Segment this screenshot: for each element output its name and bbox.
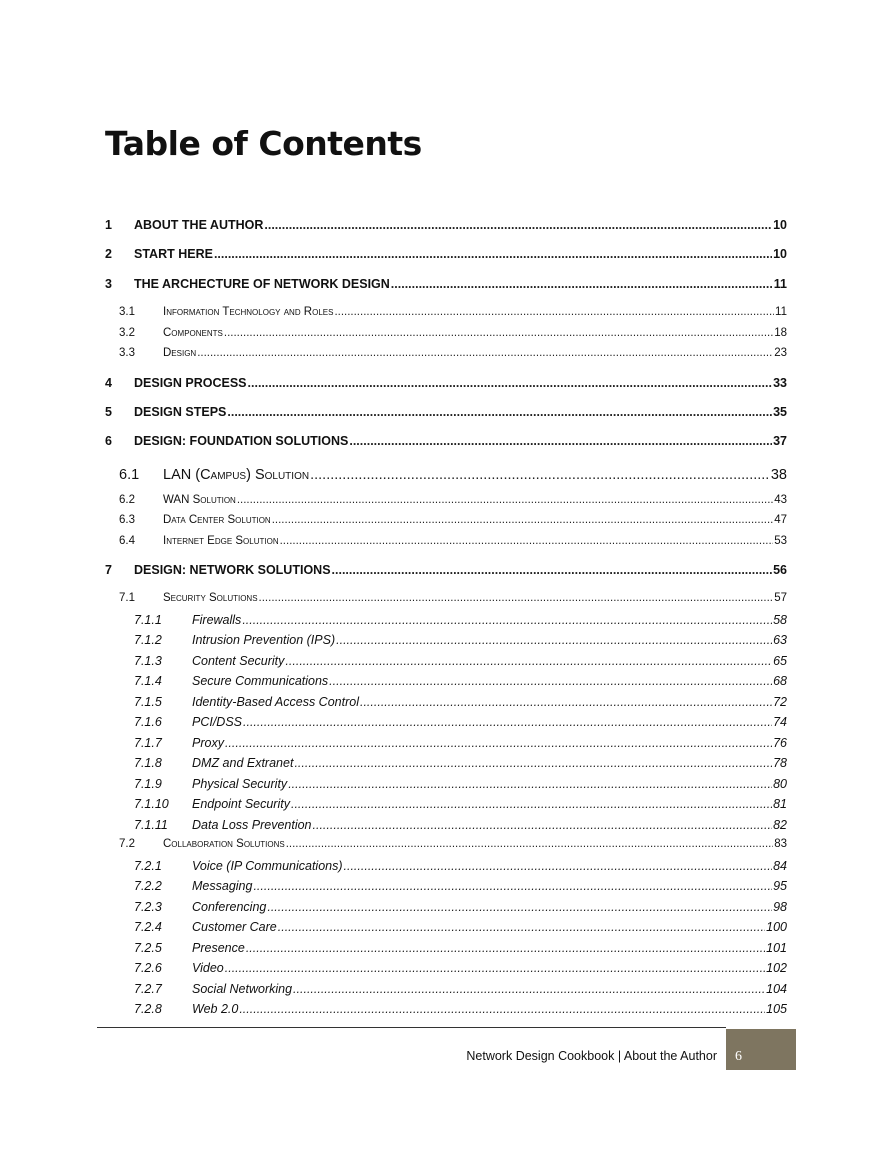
toc-entry-number: 7.1.5 xyxy=(134,695,162,709)
toc-entry-7-1-5[interactable] xyxy=(105,695,787,709)
toc-entry-title: WAN Solution xyxy=(163,494,236,506)
toc-entry-number: 7.2.7 xyxy=(134,982,162,996)
toc-dot-leader xyxy=(310,467,770,483)
toc-entry-title: Security Solutions xyxy=(163,592,258,604)
toc-entry-number: 7.2.5 xyxy=(134,941,162,955)
page-title: Table of Contents xyxy=(105,124,422,163)
toc-entry-title: Data Center Solution xyxy=(163,514,271,526)
toc-entry-7-1[interactable] xyxy=(105,592,787,604)
toc-entry-7-1-6[interactable] xyxy=(105,715,787,729)
toc-entry-title: Web 2.0 xyxy=(192,1002,239,1016)
toc-entry-title: Messaging xyxy=(192,879,253,893)
toc-entry-page: 72 xyxy=(773,695,787,709)
toc-entry-7[interactable] xyxy=(105,563,787,577)
toc-entry-title: PCI/DSS xyxy=(192,715,243,729)
toc-entry-number: 3.3 xyxy=(119,347,135,359)
toc-dot-leader xyxy=(242,613,772,627)
toc-entry-title: Secure Communications xyxy=(192,674,329,688)
toc-entry-page: 63 xyxy=(773,633,787,647)
toc-entry-number: 7 xyxy=(105,563,112,577)
toc-entry-number: 3 xyxy=(105,277,112,291)
toc-dot-leader xyxy=(294,756,772,770)
toc-dot-leader xyxy=(344,859,773,873)
toc-entry-page: 43 xyxy=(774,494,787,506)
toc-entry-number: 7.2.2 xyxy=(134,879,162,893)
toc-entry-number: 7.1.6 xyxy=(134,715,162,729)
toc-dot-leader xyxy=(224,327,773,339)
toc-entry-number: 7.1.8 xyxy=(134,756,162,770)
toc-entry-page: 101 xyxy=(766,941,787,955)
toc-entry-page: 57 xyxy=(774,592,787,604)
toc-entry-title: Proxy xyxy=(192,736,224,750)
toc-entry-6-3[interactable] xyxy=(105,514,787,526)
toc-entry-number: 7.1.2 xyxy=(134,633,162,647)
toc-entry-page: 104 xyxy=(766,982,787,996)
toc-entry-number: 6.1 xyxy=(119,467,140,483)
toc-entry-page: 35 xyxy=(773,405,787,419)
toc-entry-title: DESIGN PROCESS xyxy=(134,376,247,390)
toc-dot-leader xyxy=(246,941,765,955)
toc-entry-number: 7.1.10 xyxy=(134,797,169,811)
toc-entry-page: 78 xyxy=(773,756,787,770)
page-number: 6 xyxy=(735,1049,742,1064)
toc-entry-number: 2 xyxy=(105,247,112,261)
toc-entry-page: 82 xyxy=(773,818,787,832)
toc-entry-page: 37 xyxy=(773,434,787,448)
toc-entry-title: DESIGN STEPS xyxy=(134,405,227,419)
toc-dot-leader xyxy=(332,563,773,577)
toc-entry-7-1-2[interactable] xyxy=(105,633,787,647)
toc-dot-leader xyxy=(285,654,772,668)
toc-entry-7-2-1[interactable] xyxy=(105,859,787,873)
toc-dot-leader xyxy=(267,900,772,914)
toc-dot-leader xyxy=(313,818,773,832)
toc-entry-page: 98 xyxy=(773,900,787,914)
toc-entry-7-1-11[interactable] xyxy=(105,818,787,832)
toc-dot-leader xyxy=(391,277,773,291)
toc-entry-7-1-10[interactable] xyxy=(105,797,787,811)
page-number-box xyxy=(726,1029,796,1070)
toc-entry-title: Endpoint Security xyxy=(192,797,290,811)
toc-entry-title: ABOUT THE AUTHOR xyxy=(134,218,264,232)
toc-entry-title: Internet Edge Solution xyxy=(163,535,279,547)
toc-entry-number: 7.1.4 xyxy=(134,674,162,688)
toc-dot-leader xyxy=(248,376,773,390)
toc-entry-3-2[interactable] xyxy=(105,327,787,339)
toc-entry-7-1-3[interactable] xyxy=(105,654,787,668)
toc-entry-page: 81 xyxy=(773,797,787,811)
toc-entry-page: 10 xyxy=(773,218,787,232)
toc-entry-title: Conferencing xyxy=(192,900,267,914)
toc-dot-leader xyxy=(286,838,773,850)
toc-dot-leader xyxy=(197,347,773,359)
toc-dot-leader xyxy=(253,879,772,893)
toc-entry-page: 102 xyxy=(766,961,787,975)
toc-entry-page: 11 xyxy=(773,277,787,291)
toc-entry-page: 47 xyxy=(774,514,787,526)
footer-divider xyxy=(97,1027,726,1028)
toc-entry-title: Firewalls xyxy=(192,613,242,627)
toc-entry-7-2-8[interactable] xyxy=(105,1002,787,1016)
toc-entry-page: 74 xyxy=(773,715,787,729)
toc-entry-page: 83 xyxy=(774,838,787,850)
toc-entry-3-3[interactable] xyxy=(105,347,787,359)
toc-entry-number: 7.1.1 xyxy=(134,613,162,627)
toc-entry-title: Presence xyxy=(192,941,245,955)
toc-entry-title: Physical Security xyxy=(192,777,288,791)
toc-entry-number: 7.2.3 xyxy=(134,900,162,914)
toc-dot-leader xyxy=(293,982,765,996)
toc-entry-page: 56 xyxy=(773,563,787,577)
toc-entry-page: 18 xyxy=(774,327,787,339)
toc-entry-page: 68 xyxy=(773,674,787,688)
toc-entry-title: Voice (IP Communications) xyxy=(192,859,343,873)
toc-entry-7-1-1[interactable] xyxy=(105,613,787,627)
toc-entry-page: 33 xyxy=(773,376,787,390)
toc-dot-leader xyxy=(259,592,774,604)
toc-dot-leader xyxy=(227,405,772,419)
toc-entry-number: 7.1.11 xyxy=(134,818,168,832)
toc-entry-number: 3.2 xyxy=(119,327,135,339)
toc-entry-number: 6 xyxy=(105,434,112,448)
toc-entry-number: 5 xyxy=(105,405,112,419)
toc-entry-title: DESIGN: FOUNDATION SOLUTIONS xyxy=(134,434,349,448)
toc-entry-number: 7.2.4 xyxy=(134,920,162,934)
toc-entry-7-2-5[interactable] xyxy=(105,941,787,955)
toc-entry-number: 1 xyxy=(105,218,112,232)
toc-entry-page: 58 xyxy=(773,613,787,627)
toc-dot-leader xyxy=(237,494,773,506)
toc-entry-7-1-8[interactable] xyxy=(105,756,787,770)
toc-entry-number: 3.1 xyxy=(119,306,135,318)
toc-entry-title: Social Networking xyxy=(192,982,293,996)
toc-entry-number: 7.1.7 xyxy=(134,736,162,750)
toc-dot-leader xyxy=(360,695,772,709)
toc-entry-title: DESIGN: NETWORK SOLUTIONS xyxy=(134,563,331,577)
toc-dot-leader xyxy=(264,218,772,232)
toc-entry-3-1[interactable] xyxy=(105,306,787,318)
toc-entry-7-1-7[interactable] xyxy=(105,736,787,750)
toc-dot-leader xyxy=(334,306,774,318)
toc-entry-1[interactable] xyxy=(105,218,787,232)
toc-entry-number: 7.2.8 xyxy=(134,1002,162,1016)
toc-entry-5[interactable] xyxy=(105,405,787,419)
toc-entry-title: START HERE xyxy=(134,247,213,261)
toc-entry-page: 100 xyxy=(766,920,787,934)
toc-entry-title: Design xyxy=(163,347,197,359)
toc-dot-leader xyxy=(329,674,772,688)
toc-entry-4[interactable] xyxy=(105,376,787,390)
toc-entry-page: 38 xyxy=(770,467,787,483)
toc-entry-title: LAN (Campus) Solution xyxy=(163,467,310,483)
toc-entry-2[interactable] xyxy=(105,247,787,261)
toc-entry-page: 10 xyxy=(773,247,787,261)
toc-entry-title: Content Security xyxy=(192,654,285,668)
toc-entry-title: Customer Care xyxy=(192,920,277,934)
toc-entry-title: Intrusion Prevention (IPS) xyxy=(192,633,336,647)
toc-entry-page: 23 xyxy=(774,347,787,359)
toc-entry-page: 80 xyxy=(773,777,787,791)
toc-entry-page: 105 xyxy=(766,1002,787,1016)
toc-entry-6-4[interactable] xyxy=(105,535,787,547)
toc-dot-leader xyxy=(272,514,773,526)
toc-entry-page: 11 xyxy=(775,306,787,318)
toc-entry-number: 4 xyxy=(105,376,112,390)
toc-entry-number: 7.2 xyxy=(119,838,135,850)
toc-entry-7-2[interactable] xyxy=(105,838,787,850)
toc-dot-leader xyxy=(225,736,772,750)
toc-entry-number: 6.2 xyxy=(119,494,135,506)
toc-dot-leader xyxy=(349,434,772,448)
toc-entry-3[interactable] xyxy=(105,277,787,291)
toc-entry-title: Components xyxy=(163,327,223,339)
toc-entry-page: 76 xyxy=(773,736,787,750)
toc-entry-7-2-6[interactable] xyxy=(105,961,787,975)
toc-entry-7-2-4[interactable] xyxy=(105,920,787,934)
toc-entry-number: 7.1 xyxy=(119,592,135,604)
toc-entry-6[interactable] xyxy=(105,434,787,448)
footer-running-title: Network Design Cookbook | About the Author xyxy=(466,1049,717,1063)
toc-dot-leader xyxy=(214,247,772,261)
toc-entry-title: THE ARCHECTURE OF NETWORK DESIGN xyxy=(134,277,390,291)
toc-entry-number: 7.1.3 xyxy=(134,654,162,668)
toc-entry-page: 95 xyxy=(773,879,787,893)
toc-entry-number: 6.3 xyxy=(119,514,135,526)
toc-entry-7-2-2[interactable] xyxy=(105,879,787,893)
toc-entry-title: Information Technology and Roles xyxy=(163,306,334,318)
toc-dot-leader xyxy=(239,1002,765,1016)
toc-entry-number: 7.2.1 xyxy=(134,859,162,873)
toc-entry-title: DMZ and Extranet xyxy=(192,756,294,770)
toc-entry-7-2-3[interactable] xyxy=(105,900,787,914)
toc-entry-number: 7.2.6 xyxy=(134,961,162,975)
toc-entry-number: 6.4 xyxy=(119,535,135,547)
toc-entry-number: 7.1.9 xyxy=(134,777,162,791)
toc-entry-6-1[interactable] xyxy=(105,467,787,483)
toc-dot-leader xyxy=(278,920,765,934)
toc-entry-6-2[interactable] xyxy=(105,494,787,506)
toc-dot-leader xyxy=(280,535,774,547)
toc-entry-title: Data Loss Prevention xyxy=(192,818,312,832)
toc-dot-leader xyxy=(225,961,765,975)
toc-entry-7-1-9[interactable] xyxy=(105,777,787,791)
toc-dot-leader xyxy=(291,797,772,811)
toc-entry-title: Identity-Based Access Control xyxy=(192,695,359,709)
toc-entry-title: Collaboration Solutions xyxy=(163,838,285,850)
toc-entry-page: 65 xyxy=(773,654,787,668)
toc-dot-leader xyxy=(243,715,772,729)
toc-dot-leader xyxy=(336,633,772,647)
toc-entry-page: 53 xyxy=(774,535,787,547)
toc-entry-7-1-4[interactable] xyxy=(105,674,787,688)
toc-entry-7-2-7[interactable] xyxy=(105,982,787,996)
toc-dot-leader xyxy=(288,777,772,791)
toc-entry-page: 84 xyxy=(773,859,787,873)
toc-entry-title: Video xyxy=(192,961,224,975)
